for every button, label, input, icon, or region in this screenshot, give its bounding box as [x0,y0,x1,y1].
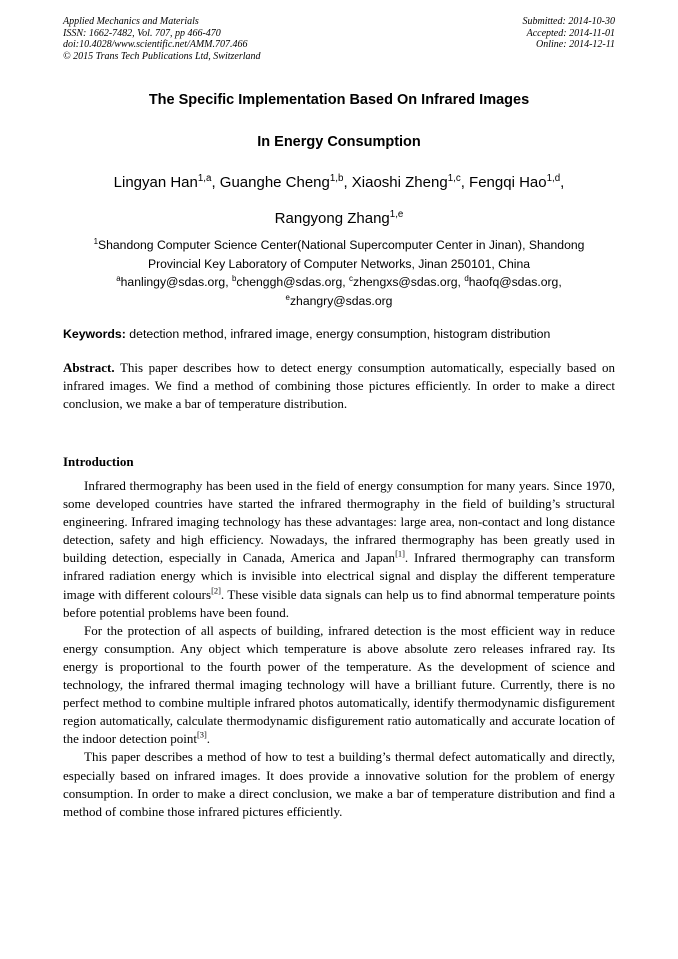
author-list-line-1 [63,173,615,193]
abstract-label: Abstract. [63,360,115,375]
keywords-label: Keywords: [63,327,126,341]
email-sep: , [457,275,465,289]
author-sep: , [460,174,470,191]
email-sup: b [231,273,237,283]
paper-title-line-2: In Energy Consumption [257,134,421,150]
email-address: zhangry@sdas.org [289,293,393,308]
author-name: Guanghe Cheng [219,174,330,191]
author-sup: 1,c [447,173,461,184]
email-sup: a [116,273,121,283]
keywords [63,326,615,342]
paper-title-line-1: The Specific Implementation Based On Infrared Images [148,92,530,108]
email-address: haofq@sdas.org [468,275,559,289]
email-sep: , [558,275,562,289]
email-sup: d [464,273,469,283]
affiliation-sup: 1 [93,236,98,246]
journal-name: Applied Mechanics and Materials [63,16,199,27]
email-address: chenggh@sdas.org [236,275,343,289]
author-name: Lingyan Han [113,174,198,191]
author-sep: , [560,174,565,191]
paragraph-text: . These visible data signals can help us to find abnormal temperature points before potential problems have been found. [63,586,616,620]
author-sup: 1,d [546,173,561,184]
journal-doi: doi:10.4028/www.scientific.net/AMM.707.466 [63,39,248,51]
journal-issn: ISSN: 1662-7482, Vol. 707, pp 466-470 [63,27,221,39]
affiliation-line-2: Provincial Key Laboratory of Computer Networks, Jinan 250101, China [147,256,531,271]
abstract [63,359,615,413]
online-date: Online: 2014-12-11 [536,39,615,51]
journal-copyright: © 2015 Trans Tech Publications Ltd, Switzerland [63,50,261,62]
accepted-date: Accepted: 2014-11-01 [526,27,615,39]
author-name: Rangyong Zhang [274,210,390,227]
author-name: Fengqi Hao [469,174,547,191]
author-sup: 1,b [329,173,344,184]
citation-ref: [2] [211,585,221,596]
affiliation-line-1 [63,236,615,255]
email-sup: e [285,292,290,302]
paragraph: This paper describes a method of how to test a building’s thermal defect automatically and directly, especially based on infrared images. It does provide a innovative solution for the problem of energy consumption. In order to make a direct conclusion, we make a bar of temperature distribution and find a method of combine those infrared pictures efficiently. [63,749,615,819]
affiliation [63,236,615,310]
paragraph-text: For the protection of all aspects of building, infrared detection is the most efficient way in reduce energy consumption. Any object which temperature is above absolute zero releases infrared ray. Its energy is proportional to the fourth power of the temperature. As the development of science and technology, the infrared thermal imaging technology will have a brilliant future. Currently, there is no perfect method to combine multiple infrared photos automatically, identify thermodynamic disfigurement region automatically, calculate thermodynamic disfigurement ratio automatically and accurate location of the indoor detection point [63,622,615,747]
author-sup: 1,a [197,173,212,184]
paragraph-text: . Infrared thermography can transform infrared radiation energy which is invisible into electrical signal and display the different temperature image with different colours [63,550,616,602]
submitted-date: Submitted: 2014-10-30 [522,16,615,27]
email-address: zhengxs@sdas.org [353,275,458,289]
introduction-body [63,477,615,821]
keywords-text: detection method, infrared image, energy consumption, histogram distribution [125,327,551,341]
section-heading-introduction: Introduction [63,454,134,469]
email-line-2 [63,292,615,311]
author-sep: , [343,174,352,191]
abstract-text: This paper describes how to detect energy consumption automatically, especially based on infrared images. We find a method of combining those pictures efficiently. In order to make a direct conclusion, we make a bar of temperature distribution. [63,360,615,412]
paragraph-text: . [206,731,211,747]
paragraph [63,622,615,749]
email-sup: c [349,273,354,283]
citation-ref: [1] [395,549,405,560]
affiliation-text-1: Shandong Computer Science Center(National Supercomputer Center in Jinan), Shandong [97,238,585,252]
email-address: hanlingy@sdas.org [120,275,226,289]
author-list-line-2 [63,209,615,229]
email-sep: , [342,275,350,289]
author-name: Xiaoshi Zheng [351,174,448,191]
email-sep: , [225,275,232,289]
email-line-1 [63,273,615,292]
paragraph [63,477,615,622]
citation-ref: [3] [196,729,207,740]
submission-dates [523,16,616,51]
author-sup: 1,e [389,209,404,220]
paragraph-text: Infrared thermography has been used in the field of energy consumption for many years. Since 1970, some developed countries have started the infrared thermography in the field of building’s structural engineering. Infrared imaging technology has these advantages: large area, non-contact and long distance detection, safety and high efficiency. Nowadays, the infrared thermography has been greatly used in building detection, especially in Canada, America and Japan [63,478,615,566]
journal-info [63,16,261,62]
author-sep: , [211,174,220,191]
